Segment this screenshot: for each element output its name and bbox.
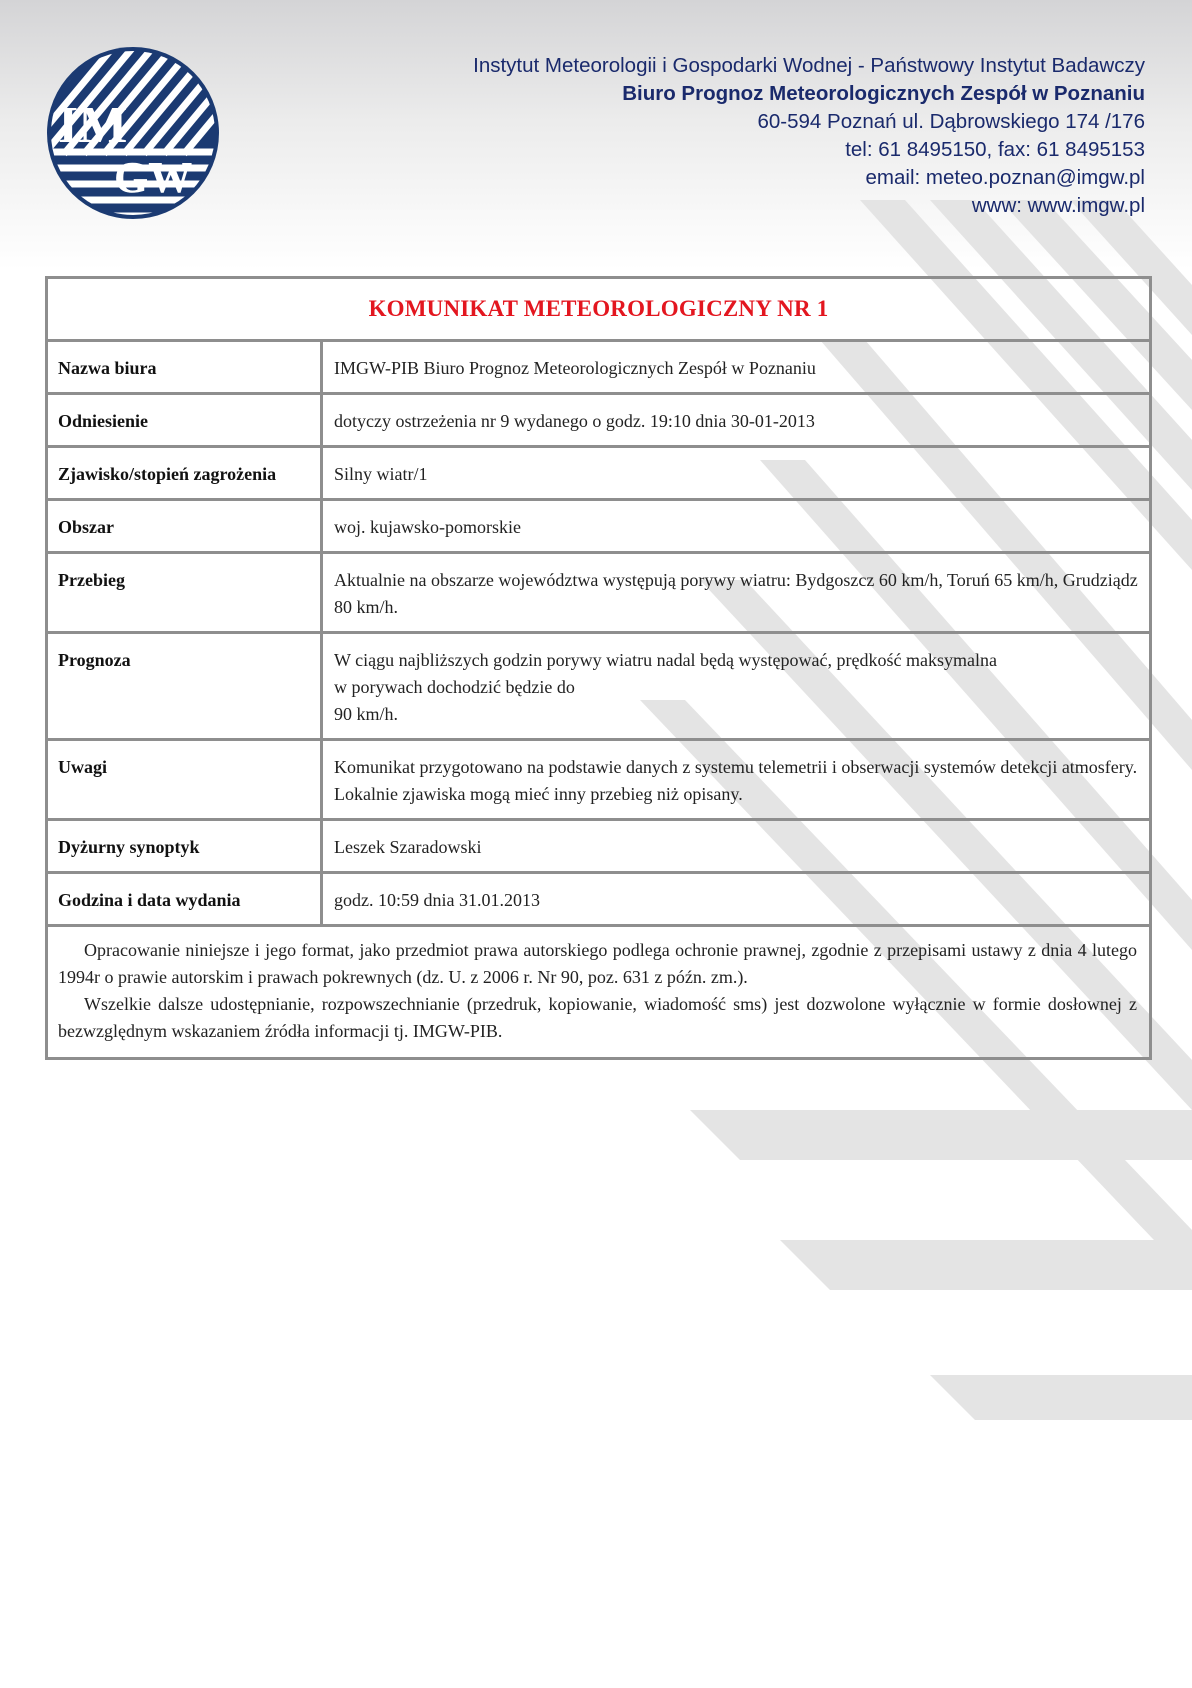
row-label: Godzina i data wydania: [48, 874, 323, 924]
row-label: Obszar: [48, 501, 323, 551]
table-row: [48, 342, 1149, 395]
usage-paragraph: Wszelkie dalsze udostępnianie, rozpowszechnianie (przedruk, kopiowanie, wiadomość sms) jest dozwolone wyłącznie w formie dosłownej z bezwzględnym wskazaniem źródła informacji tj. IMGW-PIB.: [58, 994, 1137, 1041]
logo-text-im: IM: [58, 97, 128, 154]
website[interactable]: www: www.imgw.pl: [971, 194, 1145, 217]
bulletin-title: KOMUNIKAT METEOROLOGICZNY NR 1: [48, 279, 1149, 342]
row-value: IMGW-PIB Biuro Prognoz Meteorologicznych Zespół w Poznaniu: [334, 358, 816, 378]
phone-fax: tel: 61 8495150, fax: 61 8495153: [845, 138, 1145, 161]
table-row: [48, 554, 1149, 634]
institute-header: [473, 52, 1145, 220]
row-label: Uwagi: [48, 741, 323, 818]
institute-name: Instytut Meteorologii i Gospodarki Wodnej - Państwowy Instytut Badawczy: [473, 54, 1145, 77]
table-row: [48, 448, 1149, 501]
office-name: Biuro Prognoz Meteorologicznych Zespół w Poznaniu: [622, 82, 1145, 105]
table-row: [48, 634, 1149, 741]
logo-text-gw: GW: [114, 153, 193, 202]
row-value: Leszek Szaradowski: [334, 837, 482, 857]
forecast-line: w porywach dochodzić będzie do: [334, 677, 575, 697]
row-value: Komunikat przygotowano na podstawie danych z systemu telemetrii i obserwacji systemów detekcji atmosfery. Lokalnie zjawiska mogą mieć inny przebieg niż opisany.: [334, 757, 1138, 804]
row-label: Prognoza: [48, 634, 323, 738]
row-label: Przebieg: [48, 554, 323, 631]
table-row: [48, 395, 1149, 448]
row-value: dotyczy ostrzeżenia nr 9 wydanego o godz. 19:10 dnia 30-01-2013: [334, 411, 815, 431]
row-label: Nazwa biura: [48, 342, 323, 392]
table-row: [48, 741, 1149, 821]
imgw-logo: [44, 44, 222, 222]
table-row: [48, 874, 1149, 927]
table-row: [48, 501, 1149, 554]
table-row: [48, 821, 1149, 874]
forecast-line: 90 km/h.: [334, 704, 399, 724]
row-value: godz. 10:59 dnia 31.01.2013: [334, 890, 540, 910]
row-value: woj. kujawsko-pomorskie: [334, 517, 521, 537]
row-label: Zjawisko/stopień zagrożenia: [48, 448, 323, 498]
row-value: Silny wiatr/1: [334, 464, 428, 484]
address: 60-594 Poznań ul. Dąbrowskiego 174 /176: [757, 110, 1145, 133]
forecast-line: W ciągu najbliższych godzin porywy wiatru nadal będą występować, prędkość maksymalna: [334, 650, 997, 670]
row-label: Odniesienie: [48, 395, 323, 445]
row-value: Aktualnie na obszarze województwa występują porywy wiatru: Bydgoszcz 60 km/h, Toruń 65 km/h, Grudziądz 80 km/h.: [334, 570, 1138, 617]
row-value: [323, 634, 1149, 738]
email[interactable]: email: meteo.poznan@imgw.pl: [865, 166, 1145, 189]
copyright-notice: [48, 927, 1149, 1057]
row-label: Dyżurny synoptyk: [48, 821, 323, 871]
bulletin-table: [45, 276, 1152, 1060]
copyright-paragraph: Opracowanie niniejsze i jego format, jako przedmiot prawa autorskiego podlega ochronie prawnej, zgodnie z przepisami ustawy z dnia 4 lutego 1994r o prawie autorskim i prawach pokrewnych (dz. U. z 2006 r. Nr 90, poz. 631 z późn. zm.).: [58, 940, 1137, 987]
